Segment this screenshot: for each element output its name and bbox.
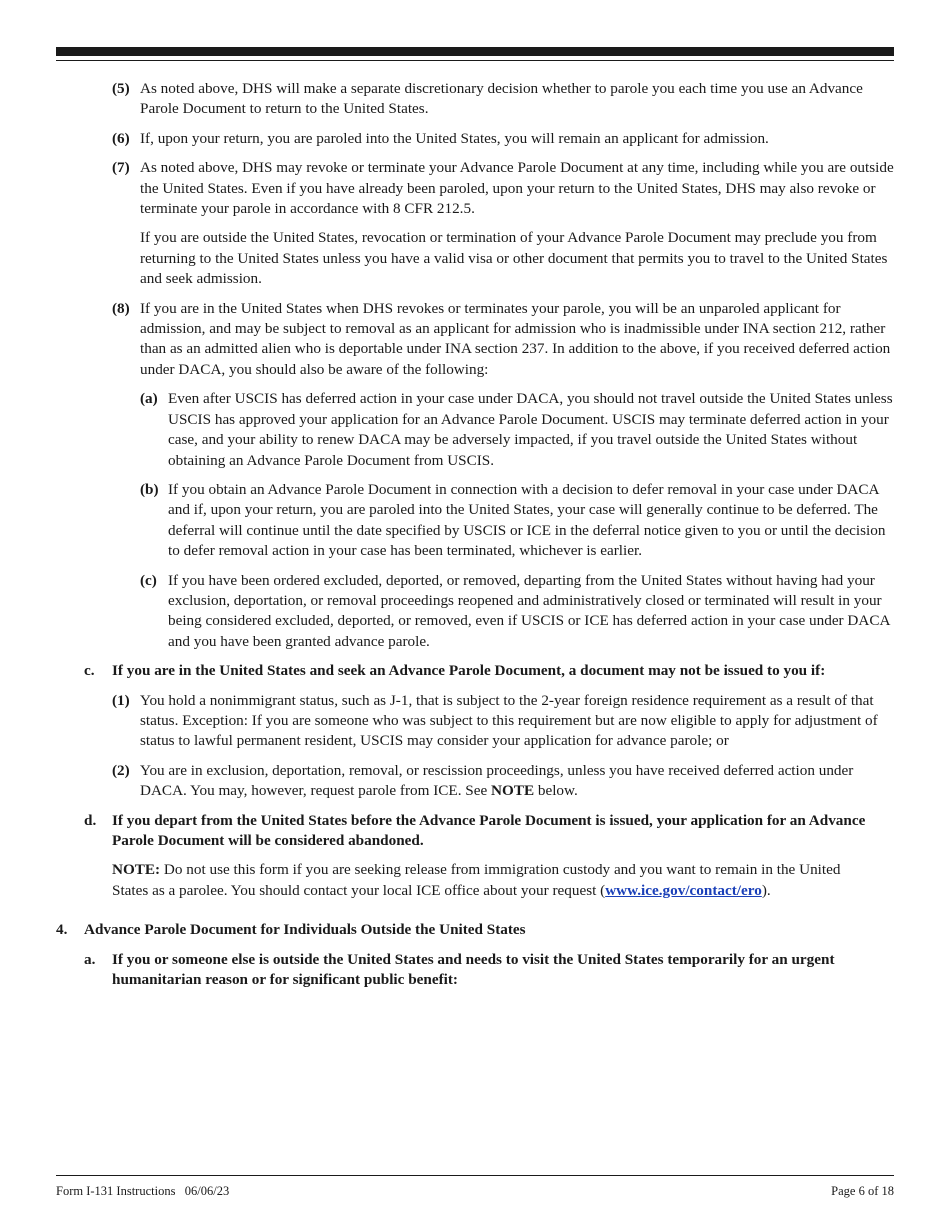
item-7 [0,158,950,219]
item-8c-text: If you have been ordered excluded, deported, or removed, departing from the United States without having had your exclusion, deportation, or removal proceedings reopened and administratively closed or terminated will result in your being considered excluded, deported, or removed, even if USCIS or ICE has deferred action in your case under DACA and you have been granted advance parole. [168,571,890,650]
item-6 [0,129,950,149]
footer-page-number: Page 6 of 18 [831,1184,894,1198]
item-6-text: If, upon your return, you are paroled into the United States, you will remain an applicant for admission. [140,129,769,147]
note-tail: ). [761,881,771,899]
item-8c-label: (c) [140,571,157,589]
item-c-label: c. [84,662,95,680]
item-8a-label: (a) [140,390,158,408]
item-8b-text: If you obtain an Advance Parole Document in connection with a decision to defer removal in your case under DACA and if, upon your return, you are paroled into the United States, your case will generally continue to be deferred. The deferral will continue until the date specified by USCIS or ICE in the deferral notice given to you or until the decision to defer removal action in your case has been terminated, whichever is earlier. [168,480,886,560]
section-spacer [0,910,950,920]
item-5 [0,79,950,120]
header-rule-thick [56,47,894,56]
item-4a-text: If you or someone else is outside the United States and needs to visit the United States temporarily for an urgent humanitarian reason or for significant public benefit: [112,950,835,989]
item-8a [0,389,950,471]
item-8 [0,299,950,381]
item-7-continuation: If you are outside the United States, revocation or termination of your Advance Parole Document may preclude you from returning to the United States unless you have a valid visa or other document that permits you to travel to the United States and seek admission. [140,229,888,288]
header-rule-thin [56,60,894,61]
footer-rule [56,1175,894,1176]
item-c2 [0,761,950,802]
item-5-label: (5) [112,80,130,97]
item-c2-tail: below. [534,782,578,800]
item-7-text: As noted above, DHS may revoke or terminate your Advance Parole Document at any time, including while you are outside the United States. Even if you have already been paroled, upon your return to the United States, DHS may also revoke or terminate your parole in accordance with 8 CFR 212.5. [140,159,894,218]
item-8c [0,571,950,653]
item-8-label: (8) [112,299,130,317]
item-c1-text: You hold a nonimmigrant status, such as J-1, that is subject to the 2-year foreign residence requirement as a result of that status. Exception: If you are someone who was subject to this requirement but are now eligible to apply for adjustment of status to lawful permanent resident, USCIS may consider your application for advance parole; or [140,691,878,750]
item-c1-label: (1) [112,691,130,709]
footer-form-id: Form I-131 Instructions 06/06/23 [56,1184,230,1198]
section-4-label: 4. [56,921,68,939]
item-4a [0,950,950,991]
item-7-label: (7) [112,159,130,177]
item-6-label: (6) [112,129,130,147]
note-paragraph [0,860,950,901]
page-content [0,79,950,999]
item-c2-label: (2) [112,761,130,779]
item-c2-note-ref: NOTE [491,782,535,800]
item-d [0,811,950,852]
item-4a-label: a. [84,950,96,968]
ice-contact-link[interactable]: www.ice.gov/contact/ero [605,881,762,899]
item-c1 [0,691,950,752]
section-4-title: Advance Parole Document for Individuals Outside the United States [84,921,526,939]
item-d-text: If you depart from the United States before the Advance Parole Document is issued, your application for an Advance Parole Document will be considered abandoned. [112,811,866,849]
item-8b [0,480,950,562]
note-text: Do not use this form if you are seeking release from immigration custody and you want to remain in the United States as a parolee. You should contact your local ICE office about your request ( [112,861,841,899]
item-8a-text: Even after USCIS has deferred action in your case under DACA, you should not travel outside the United States unless USCIS has approved your application for an Advance Parole Document. USCIS may terminate deferred action in your case, and your ability to renew DACA may be adversely impacted, if you travel outside the United States without obtaining an Advance Parole Document from USCIS. [168,390,893,469]
item-c-text: If you are in the United States and seek an Advance Parole Document, a document may not be issued to you if: [112,662,826,680]
item-d-label: d. [84,811,97,829]
note-label: NOTE: [112,861,161,879]
section-4 [0,920,950,940]
item-8b-label: (b) [140,480,159,498]
item-8-text: If you are in the United States when DHS revokes or terminates your parole, you will be an unparoled applicant for admission, and may be subject to removal as an applicant for admission who is inadmissible under INA section 212, rather than as an admitted alien who is deportable under INA section 237. In addition to the above, if you received deferred action under DACA, you should also be aware of the following: [140,299,891,378]
item-c2-text: You are in exclusion, deportation, removal, or rescission proceedings, unless you have received deferred action under DACA. You may, however, request parole from ICE. See [140,761,854,800]
item-5-text: As noted above, DHS will make a separate discretionary decision whether to parole you each time you use an Advance Parole Document to return to the United States. [140,80,863,118]
item-c [0,661,950,681]
